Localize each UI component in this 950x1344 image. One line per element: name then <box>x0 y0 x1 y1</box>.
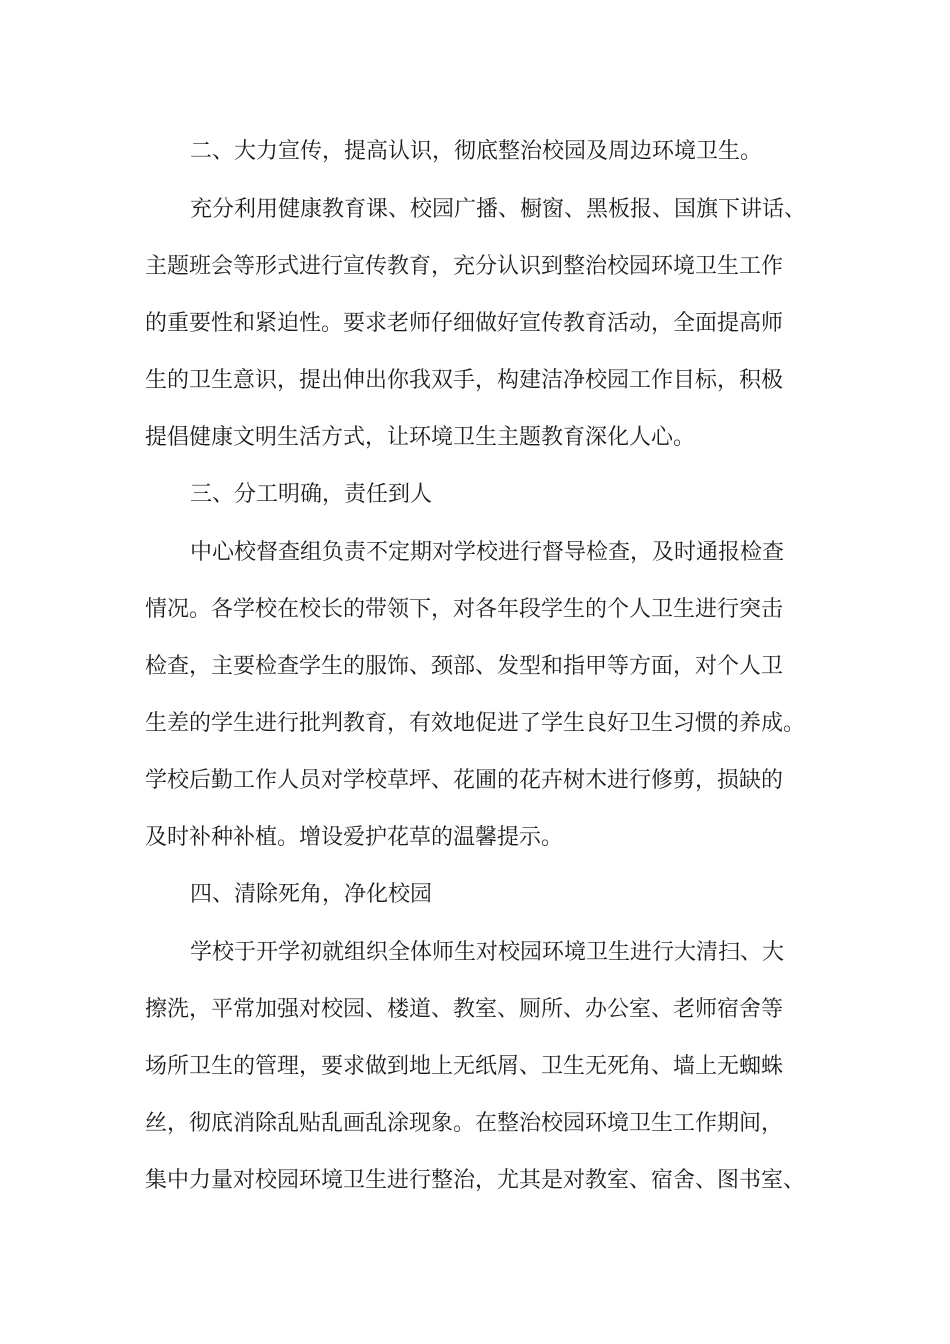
paragraph-line: 主题班会等形式进行宣传教育，充分认识到整治校园环境卫生工作 <box>145 254 784 279</box>
paragraph-line: 擦洗，平常加强对校园、楼道、教室、厕所、办公室、老师宿舍等 <box>145 997 784 1022</box>
paragraph-line: 的重要性和紧迫性。要求老师仔细做好宣传教育活动，全面提高师 <box>145 311 784 336</box>
paragraph-line: 丝，彻底消除乱贴乱画乱涂现象。在整治校园环境卫生工作期间， <box>145 1111 784 1136</box>
paragraph-line: 充分利用健康教育课、校园广播、橱窗、黑板报、国旗下讲话、 <box>190 197 807 222</box>
paragraph-line: 检查，主要检查学生的服饰、颈部、发型和指甲等方面，对个人卫 <box>145 654 784 679</box>
paragraph-line: 情况。各学校在校长的带领下，对各年段学生的个人卫生进行突击 <box>145 597 784 622</box>
paragraph-line: 集中力量对校园环境卫生进行整治，尤其是对教室、宿舍、图书室、 <box>145 1168 806 1193</box>
paragraph-line: 生差的学生进行批判教育，有效地促进了学生良好卫生习惯的养成。 <box>145 711 806 736</box>
paragraph-line: 学校于开学初就组织全体师生对校园环境卫生进行大清扫、大 <box>190 940 785 965</box>
paragraph-line: 提倡健康文明生活方式，让环境卫生主题教育深化人心。 <box>145 425 696 450</box>
heading-section-3: 三、分工明确，责任到人 <box>190 482 433 507</box>
paragraph-line: 及时补种补植。增设爱护花草的温馨提示。 <box>145 825 564 850</box>
paragraph-line: 学校后勤工作人员对学校草坪、花圃的花卉树木进行修剪，损缺的 <box>145 768 784 793</box>
paragraph-line: 生的卫生意识，提出伸出你我双手，构建洁净校园工作目标，积极 <box>145 368 784 393</box>
heading-section-2: 二、大力宣传，提高认识，彻底整治校园及周边环境卫生。 <box>190 139 763 164</box>
paragraph-line: 中心校督查组负责不定期对学校进行督导检查，及时通报检查 <box>190 540 785 565</box>
paragraph-line: 场所卫生的管理，要求做到地上无纸屑、卫生无死角、墙上无蜘蛛 <box>145 1054 784 1079</box>
heading-section-4: 四、清除死角，净化校园 <box>190 882 433 907</box>
